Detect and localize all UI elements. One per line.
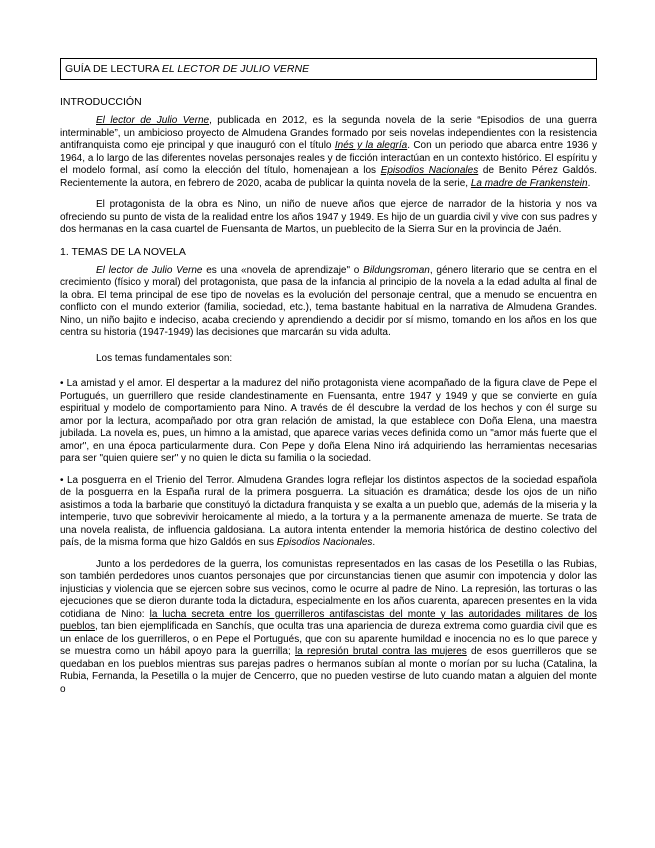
intro-p1-text-b: . Con un periodo que abarca entre 1936 y 1964, a lo largo de las diferentes novelas personajes reales y de ficción interactúan en un contexto histórico. El espíritu y el modelo formal, así como la elección del título, homenajean a los — [60, 140, 597, 176]
intro-p1-text-c: de Benito Pérez Galdós. Recientemente la autora, en febrero de 2020, acaba de publicar la quinta novela de la serie, — [60, 165, 597, 189]
intro-heading: INTRODUCCIÓN — [60, 96, 142, 108]
plast-text-a: Junto a los perdedores de la guerra, los comunistas representados en las casas de los Pesetilla o las Rubias, son también perdedores unos cuantos personajes que por circunstancias tienen que asumir con impotencia y dolor las injusticias y violencia que se ejercen sobre sus vecinos, como le ocurre al padre de Nino. — [60, 558, 597, 595]
temas-list-intro: Los temas fundamentales son: — [96, 352, 233, 364]
temas-heading: 1. TEMAS DE LA NOVELA — [60, 245, 186, 258]
bullet-posguerra — [60, 475, 597, 550]
intro-p1-text-d: . — [587, 177, 591, 189]
plast-underline-lucha: la lucha secreta entre los guerrilleros antifascistas del monte y las autoridades militares de los pueblos — [60, 608, 597, 632]
intro-paragraph-2: El protagonista de la obra es Nino, un niño de nueve años que ejerce de narrador de la historia y nos va ofreciendo su punto de vista de la realidad entre los años 1947 y 1949. Es hijo de un guardia civil y vive con sus padres y dos hermanas en la casa cuartel de Fuensanta de Martos, un pueblecito de la Sierra Sur en la provincia de Jaén. — [60, 199, 597, 235]
title-prefix: GUÍA DE LECTURA — [65, 63, 162, 75]
document-page — [60, 58, 597, 705]
plast-text-b: La represión, las torturas o las ejecuciones que se dieron durante toda la dictadura, especialmente en los años cuarenta, aparecen presentes en la vida cotidiana de Nino: — [60, 583, 597, 620]
temas-paragraph-last — [60, 559, 597, 697]
temas-paragraph-1 — [60, 265, 597, 340]
bullet2-episodios: Episodios Nacionales — [276, 537, 373, 548]
title-book: EL LECTOR DE JULIO VERNE — [161, 63, 310, 75]
plast-text-c: , tan bien ejemplificada en Sanchís, que oculta tras una apariencia de dureza extrema como guardia civil que es un enlace de los guerrilleros, o en Pepe el Portugués, que con su aparente humildad e inocencia no es lo que parece y se muestra como un hábil apoyo para la guerrilla; — [60, 621, 597, 657]
plast-underline-represion: la represión brutal contra las mujeres — [294, 646, 467, 657]
temas-p1-text-b: , género literario que se centra en el crecimiento (físico y moral) del protagonista, que pasa de la infancia al principio de la novela a la edad adulta al final de la obra. El tema principal de ese tipo de novelas es la evolución del personaje central, que a menudo se encuentra en conflicto con el mundo exterior (familia, sociedad, etc.), tema bastante habitual en la narrativa de Almudena Grandes. Nino, un niño bajito e indeciso, acaba creciendo y aprendiendo a decidir por sí mismo, tomando en los años en los que centra su historia (1947-1949) las decisiones que marcarán su vida adulta. — [60, 264, 597, 338]
episodios-title: Episodios Nacionales — [380, 165, 479, 176]
bildungsroman-term: Bildungsroman — [363, 264, 430, 276]
intro-paragraph-1 — [60, 115, 597, 190]
plast-text-d: de esos guerrilleros que se quedaban en los pueblos mientras sus parejas padres o hermanos subían al monte o morían por su lucha (Catalina, la Rubia, Fernanda, la Pesetilla o la mujer de Cencerro, que no pueden vestirse de luto cuando matan a alguien del monte o — [60, 646, 597, 695]
temas-p1-text-a: es una «novela de aprendizaje" o — [202, 264, 364, 276]
temas-book-title: El lector de Julio Verne — [96, 264, 203, 276]
ines-title: Inés y la alegría — [334, 140, 408, 151]
bullet2-text-a: • La posguerra en el Trienio del Terror. Almudena Grandes logra reflejar los distintos aspectos de la sociedad española de la posguerra en la España rural de la primera posguerra. La situación es dramática; desde los ojos de un niño asistimos a toda la barbarie que constituyó la dictadura franquista y se exalta a un pueblo que, además de la miseria y la intemperie, tuvo que sobrevivir heroicamente al miedo, a la tortura y a la permanente amenaza de muerte. Se trata de una novela realista, de influencia galdosiana. La autora intenta entender la memoria histórica de destino colectivo del país, de la misma forma que hizo Galdós en sus — [60, 474, 597, 548]
book-title-link: El lector de Julio Verne — [96, 115, 210, 126]
intro-p1-text-a: , publicada en 2012, es la segunda novela de la serie “Episodios de una guerra interminable”, un ambicioso proyecto de Almudena Grandes formado por seis novelas independientes con la resistencia antifranquista como eje principal y que inauguró con el título — [60, 115, 597, 151]
bullet-amistad: • La amistad y el amor. El despertar a la madurez del niño protagonista viene acompañado de la figura clave de Pepe el Portugués, un guerrillero que reside clandestinamente en Fuensanta, entre 1947 y 1949 y que se convierte en guía espiritual y modelo de comportamiento para Nino. A través de él descubre la verdad de los hechos y con él surge su amor por la lectura, acompañado por otra gran relación de amistad, la que establece con Doña Elena, una maestra jubilada. La novela es, pues, un himno a la amistad, que aparece varias veces definida como un "amor más fuerte que el amor", en una época particularmente dura. Con Pepe y doña Elena Nino irá adquiriendo las herramientas necesarias para ser "quien quiere ser" y no quien le dicta su familia o la sociedad. — [60, 378, 597, 464]
bullet2-text-b: . — [372, 537, 376, 548]
document-title-box — [60, 58, 597, 80]
frankenstein-title: La madre de Frankenstein — [470, 177, 588, 189]
